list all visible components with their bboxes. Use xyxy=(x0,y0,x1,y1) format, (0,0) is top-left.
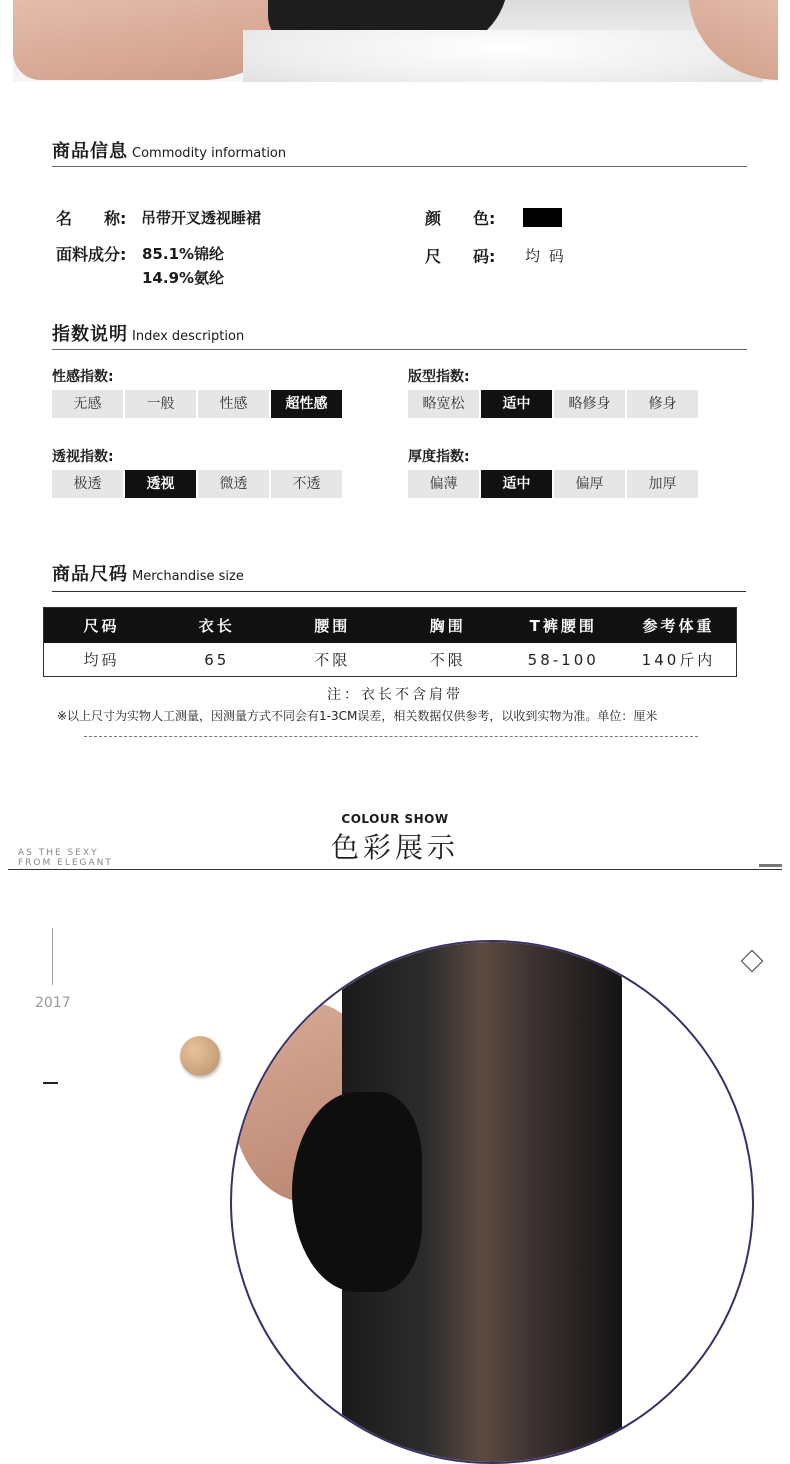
index-option: 超性感 xyxy=(271,390,342,418)
fabric-label: 面料成分: xyxy=(56,245,127,264)
size-disclaimer: ※以上尺寸为实物人工测量，因测量方式不同会有1-3CM误差，相关数据仅供参考，以收到实物为准。单位：厘米 xyxy=(57,709,658,723)
commodity-title-cn: 商品信息 xyxy=(52,141,128,162)
index-option: 偏厚 xyxy=(554,470,625,498)
size-cell: 65 xyxy=(159,643,275,677)
short-dash xyxy=(43,1082,58,1084)
size-header-cell: 胸围 xyxy=(390,608,506,644)
size-divider xyxy=(52,591,746,592)
fabric-line-1: 85.1%锦纶 xyxy=(142,245,225,263)
size-title-cn: 商品尺码 xyxy=(52,564,128,585)
table-row xyxy=(44,643,737,677)
index-label: 厚度指数: xyxy=(408,449,470,465)
size-cell: 不限 xyxy=(275,643,391,677)
dashed-divider xyxy=(84,736,698,737)
name-value: 吊带开叉透视睡裙 xyxy=(141,209,262,227)
index-label: 性感指数: xyxy=(52,369,114,385)
size-table-header-row xyxy=(44,608,737,644)
size-cell: 140斤内 xyxy=(621,643,737,677)
color-dot-icon xyxy=(180,1036,220,1076)
colour-show-title-en: COLOUR SHOW xyxy=(341,812,449,826)
index-title-cn: 指数说明 xyxy=(52,324,128,345)
size-header-cell: 腰围 xyxy=(275,608,391,644)
index-title-en: Index description xyxy=(132,329,245,344)
size-table xyxy=(43,607,737,677)
size-note: 注：衣长不含肩带 xyxy=(327,687,463,703)
color-swatch xyxy=(523,208,562,227)
index-group-fit xyxy=(408,366,698,418)
year-label: 2017 xyxy=(35,995,71,1011)
size-header-cell: 衣长 xyxy=(159,608,275,644)
index-label: 透视指数: xyxy=(52,449,114,465)
commodity-title-en: Commodity information xyxy=(132,146,287,161)
index-option: 极透 xyxy=(52,470,123,498)
index-option: 修身 xyxy=(627,390,698,418)
index-option: 一般 xyxy=(125,390,196,418)
year-vertical-line xyxy=(52,928,53,985)
fabric-line-2: 14.9%氨纶 xyxy=(142,269,225,287)
colour-show-title-cn: 色彩展示 xyxy=(330,831,459,864)
size-header-cell: T裤腰围 xyxy=(506,608,622,644)
size-header-cell: 尺码 xyxy=(44,608,160,644)
size-value: 均 码 xyxy=(525,247,566,265)
index-label: 版型指数: xyxy=(408,369,470,385)
index-option: 适中 xyxy=(481,470,552,498)
name-label: 名 称: xyxy=(56,209,127,228)
size-header-cell: 参考体重 xyxy=(621,608,737,644)
color-label: 颜 色: xyxy=(425,209,496,228)
size-cell: 不限 xyxy=(390,643,506,677)
index-section-title xyxy=(52,320,244,346)
index-option: 无感 xyxy=(52,390,123,418)
index-option: 偏薄 xyxy=(408,470,479,498)
size-section-title xyxy=(52,560,244,586)
tagline-line-2: FROM ELEGANT xyxy=(18,858,113,868)
colour-show-divider xyxy=(8,869,782,870)
index-option: 略修身 xyxy=(554,390,625,418)
size-label: 尺 码: xyxy=(425,247,496,266)
index-group-thickness xyxy=(408,446,698,498)
index-option: 性感 xyxy=(198,390,269,418)
index-group-sexy xyxy=(52,366,342,418)
product-circle-photo xyxy=(230,940,754,1464)
index-option: 微透 xyxy=(198,470,269,498)
tagline-line-1: AS THE SEXY xyxy=(18,848,99,858)
size-cell: 58-100 xyxy=(506,643,622,677)
diamond-icon xyxy=(741,950,764,973)
index-option: 不透 xyxy=(271,470,342,498)
index-option: 略宽松 xyxy=(408,390,479,418)
index-group-transparency xyxy=(52,446,342,498)
size-title-en: Merchandise size xyxy=(132,569,244,584)
commodity-section-title xyxy=(52,137,286,163)
commodity-divider xyxy=(52,166,747,167)
colour-show-tagline xyxy=(18,848,113,868)
divider-accent xyxy=(759,864,782,867)
size-cell: 均码 xyxy=(44,643,160,677)
index-divider xyxy=(52,349,747,350)
index-option: 适中 xyxy=(481,390,552,418)
index-option: 透视 xyxy=(125,470,196,498)
index-option: 加厚 xyxy=(627,470,698,498)
top-product-photo xyxy=(13,0,778,82)
